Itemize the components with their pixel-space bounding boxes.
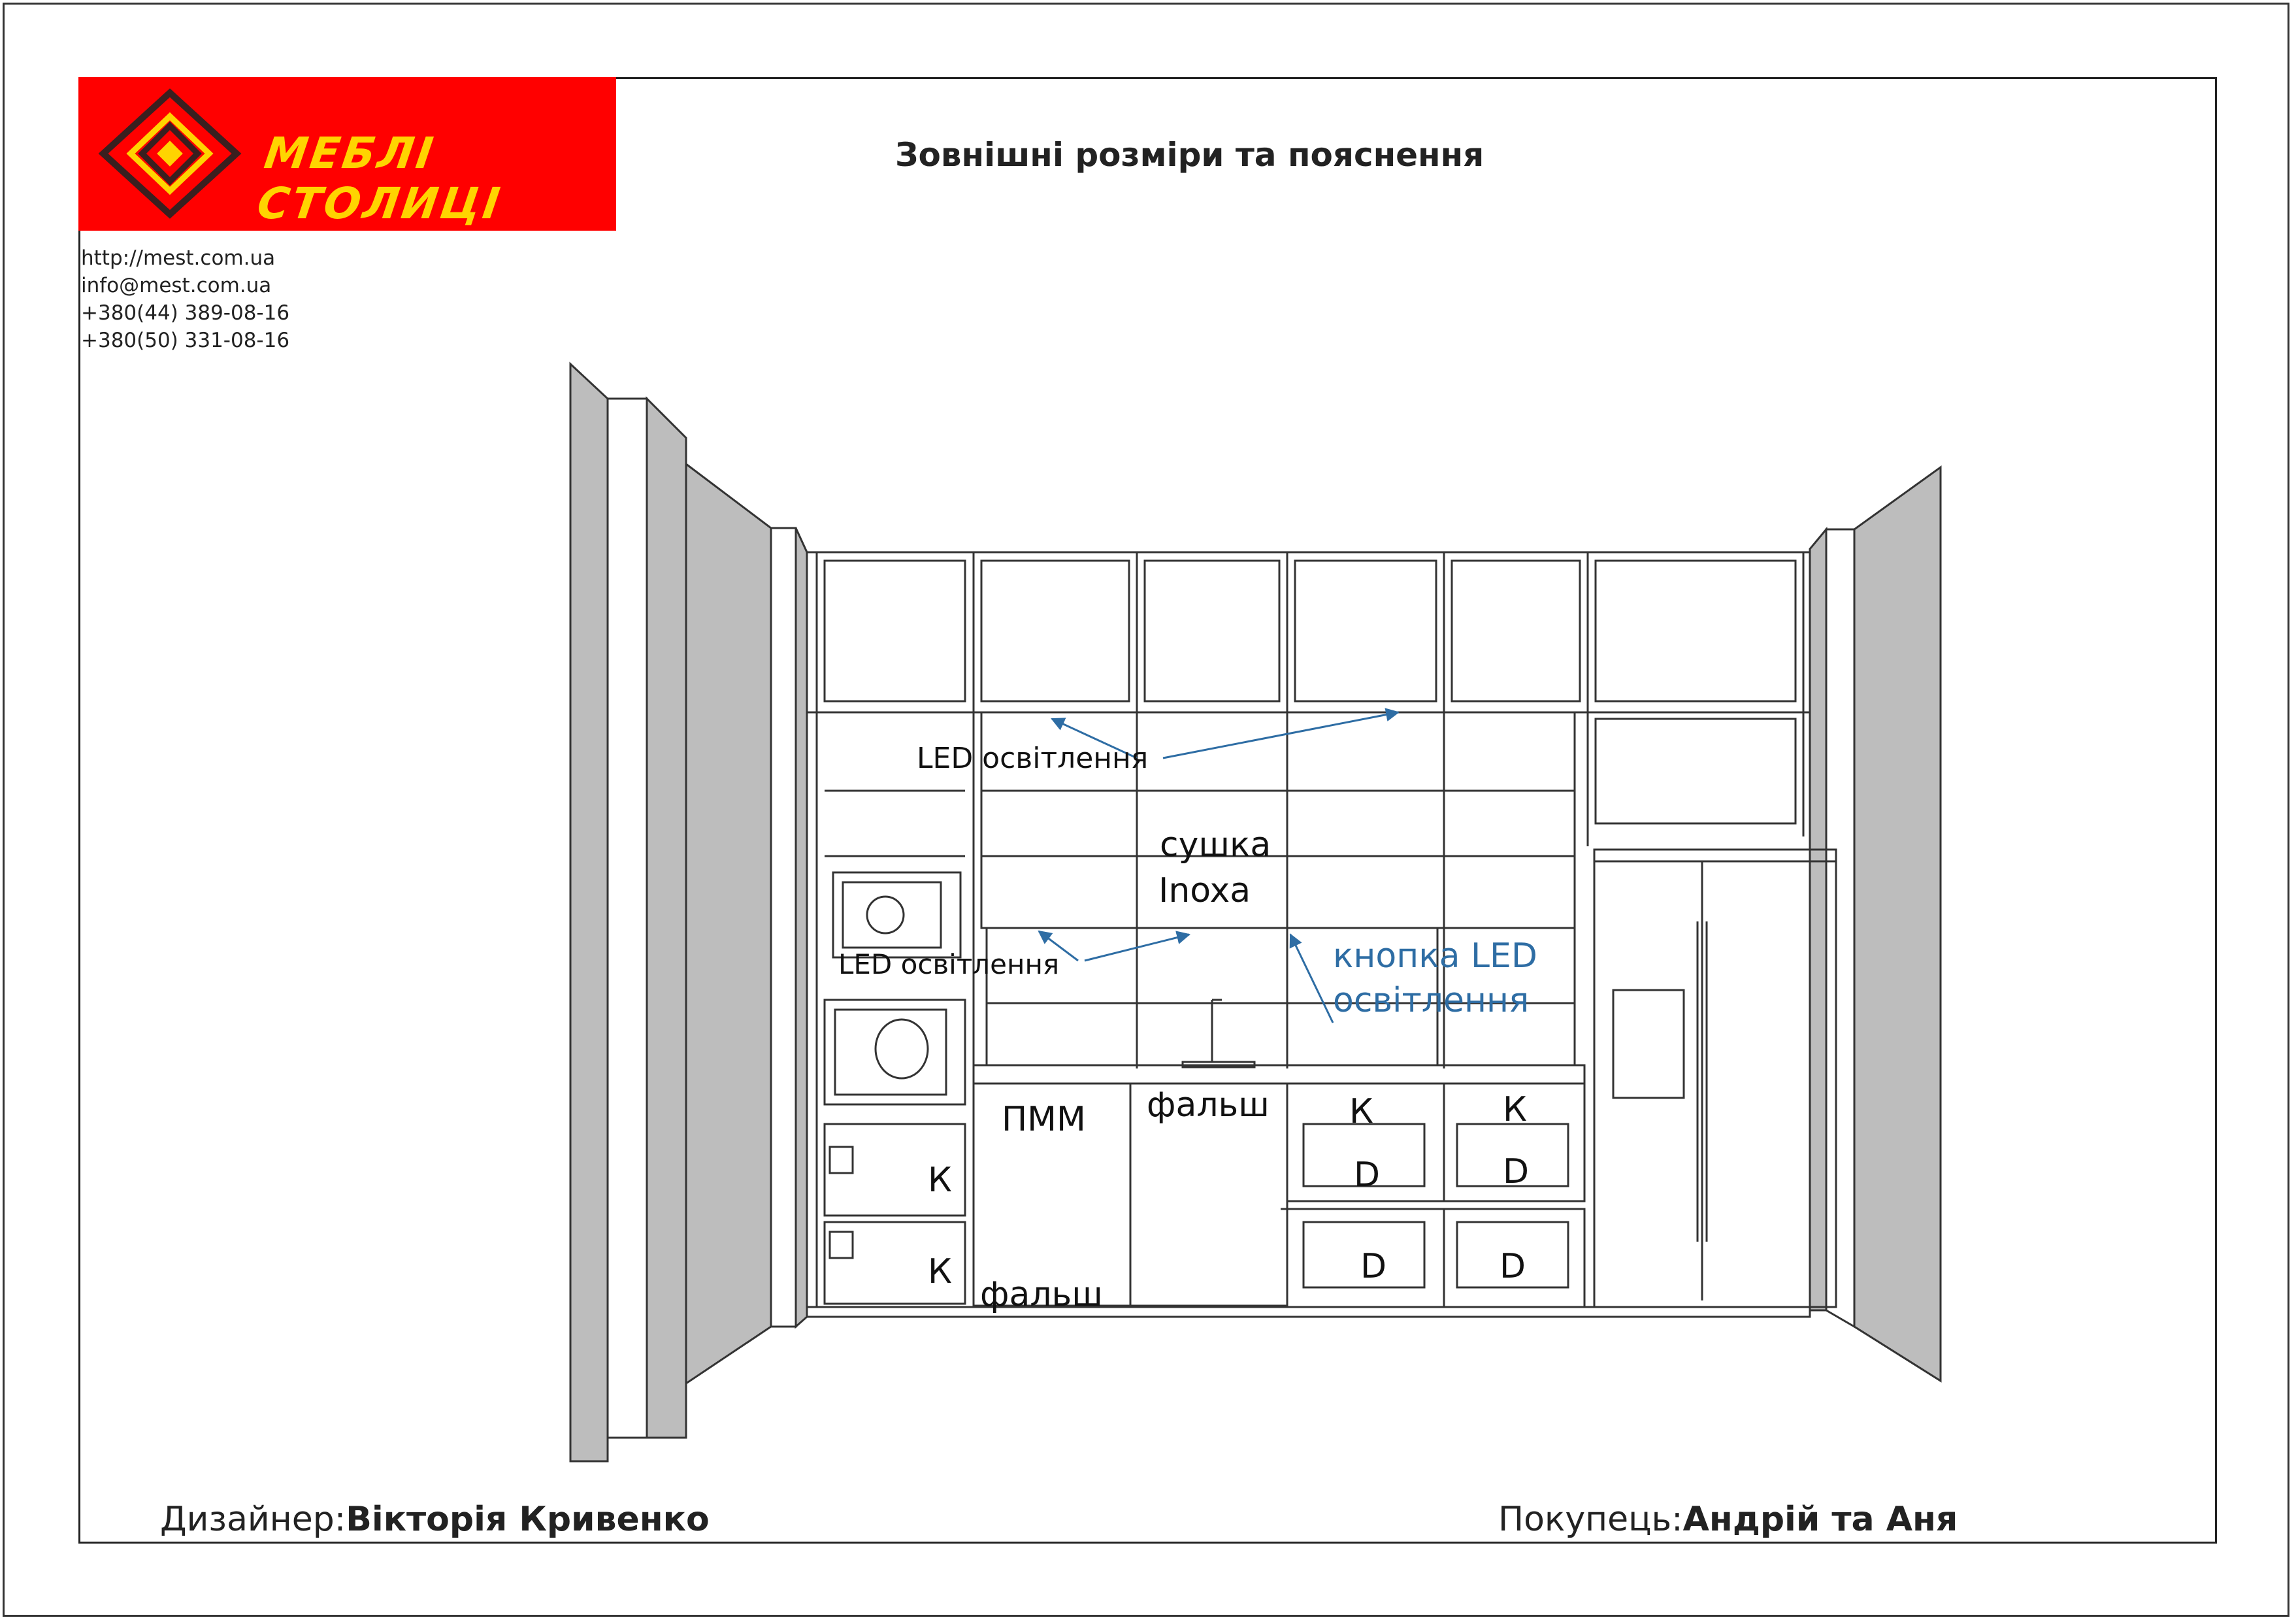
label-led-bottom: LED освітлення	[838, 948, 1060, 980]
website-link[interactable]: http://mest.com.ua	[81, 246, 276, 270]
page-title: Зовнішні розміри та пояснення	[895, 136, 1484, 174]
email-link[interactable]: info@mest.com.ua	[81, 274, 272, 297]
label-dishwasher: ПММ	[1002, 1100, 1086, 1139]
designer-name: Вікторія Кривенко	[346, 1500, 710, 1539]
customer-label: Покупець:	[1498, 1500, 1683, 1539]
phone-2: +380(50) 331-08-16	[81, 329, 290, 352]
label-d-upper-right: D	[1503, 1152, 1530, 1191]
right-wall	[1810, 467, 1941, 1381]
customer-line	[1498, 1500, 1958, 1539]
designer-line	[160, 1500, 710, 1539]
brand-name: МЕБЛІ СТОЛИЦІ	[254, 128, 506, 229]
customer-name: Андрій та Аня	[1682, 1500, 1958, 1539]
label-k-mid-right: К	[1503, 1090, 1527, 1129]
cabinet-structure	[807, 552, 1836, 1317]
label-dryer-2: Inoxa	[1158, 871, 1251, 910]
label-d-lower-right: D	[1500, 1247, 1526, 1286]
label-led-button-2: освітлення	[1333, 981, 1530, 1020]
label-k-left-lower: К	[928, 1252, 952, 1291]
label-dryer-1: сушка	[1160, 825, 1271, 865]
designer-label: Дизайнер:	[160, 1500, 346, 1539]
left-wall	[570, 364, 807, 1461]
label-led-button-1: кнопка LED	[1333, 936, 1537, 976]
label-k-left-upper: К	[928, 1161, 952, 1200]
label-k-mid-left: К	[1349, 1092, 1373, 1131]
label-false-panel-bottom: фальш	[980, 1275, 1103, 1314]
label-led-top: LED освітлення	[917, 742, 1149, 775]
label-false-panel-top: фальш	[1147, 1085, 1270, 1125]
label-d-upper-left: D	[1354, 1155, 1381, 1195]
phone-1: +380(44) 389-08-16	[81, 301, 290, 325]
label-d-lower-left: D	[1360, 1247, 1387, 1286]
